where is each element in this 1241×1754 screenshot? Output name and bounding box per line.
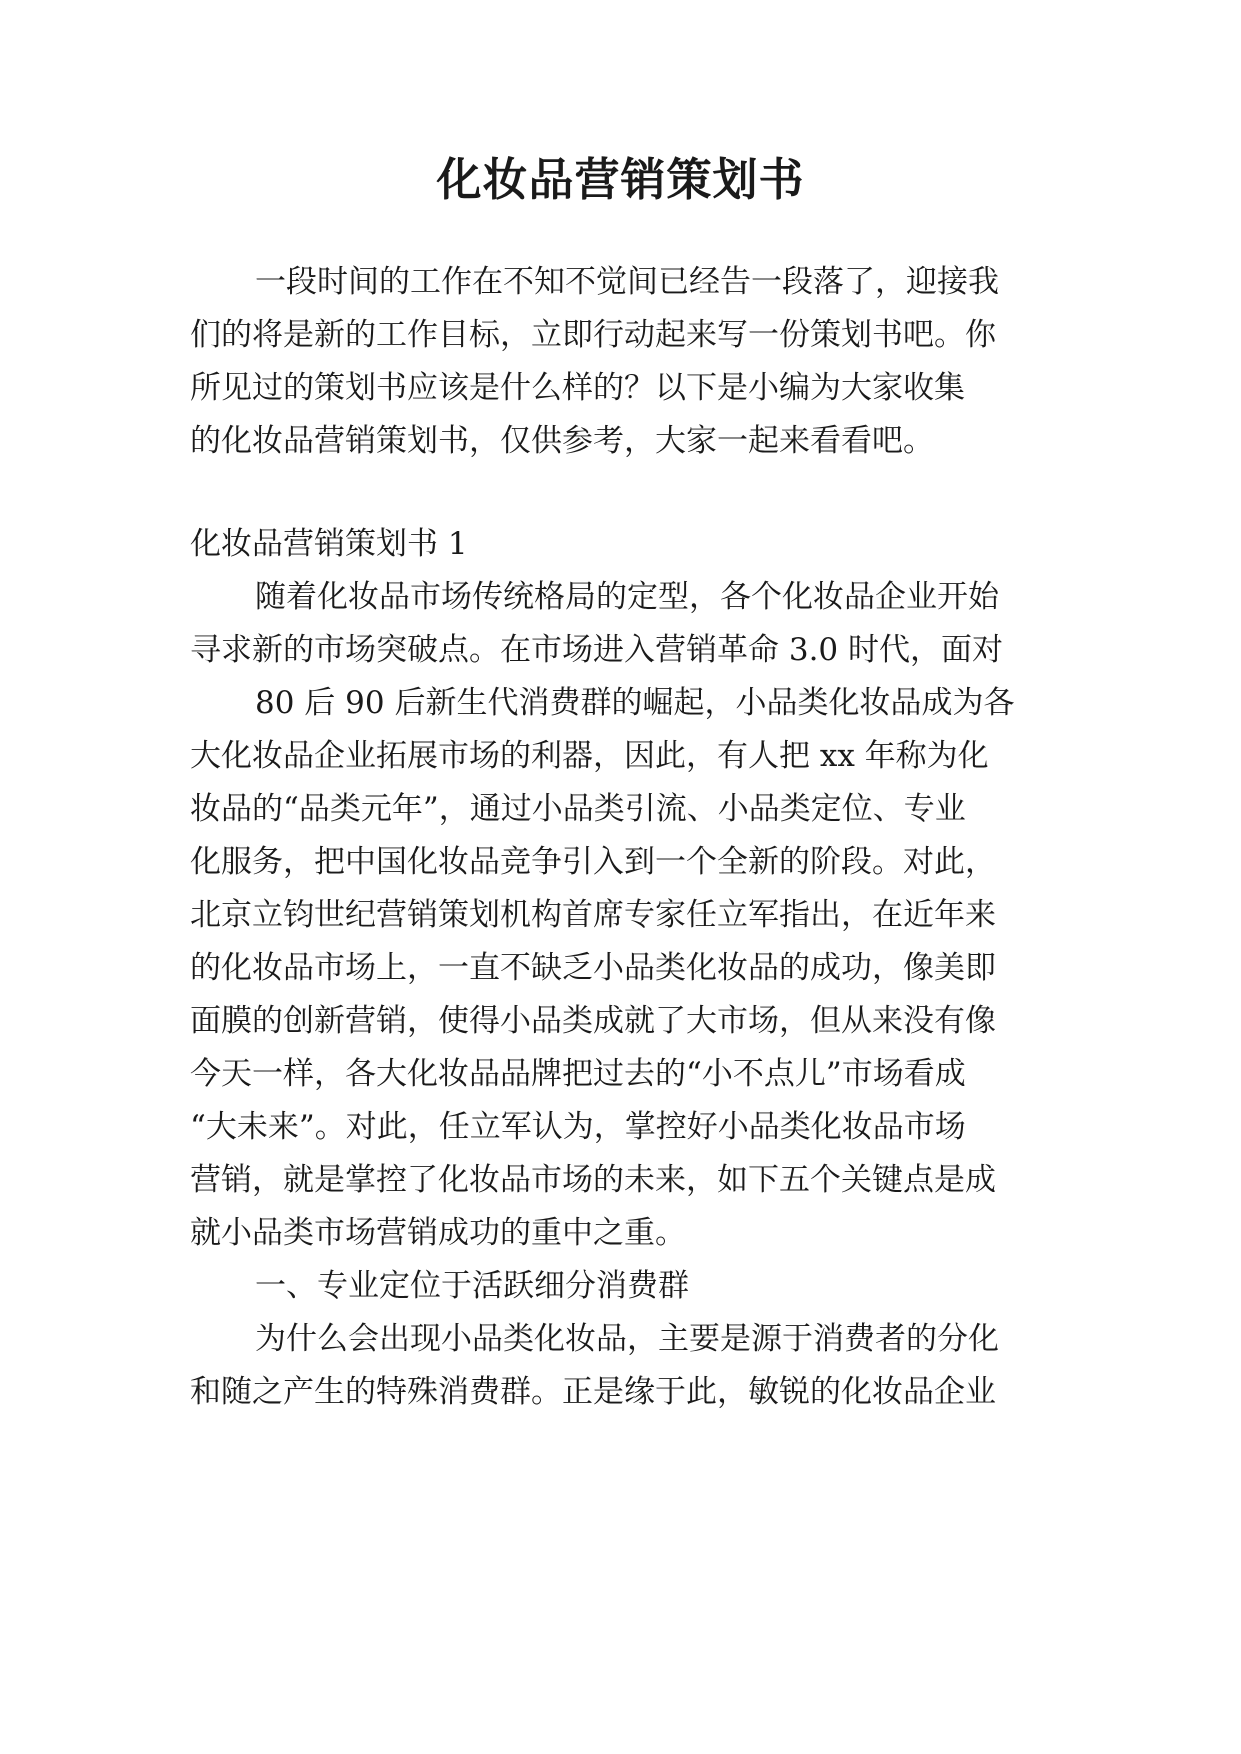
body-line: 北京立钧世纪营销策划机构首席专家任立军指出，在近年来 [190,897,996,933]
body-line: 寻求新的市场突破点。在市场进入营销革命 3.0 时代，面对 [190,632,1004,668]
body-line: 的化妆品市场上，一直不缺乏小品类化妆品的成功，像美即 [190,950,996,986]
body-line: 化服务，把中国化妆品竞争引入到一个全新的阶段。对此， [190,844,996,880]
body-line: 和随之产生的特殊消费群。正是缘于此，敏锐的化妆品企业 [190,1374,996,1410]
body-line: 随着化妆品市场传统格局的定型，各个化妆品企业开始 [255,579,999,615]
document-title: 化妆品营销策划书 [436,153,805,206]
body-line: 大化妆品企业拓展市场的利器，因此，有人把 xx 年称为化 [190,738,989,774]
intro-line-2: 们的将是新的工作目标，立即行动起来写一份策划书吧。你 [190,317,996,353]
intro-line-4: 的化妆品营销策划书，仅供参考，大家一起来看看吧。 [190,423,934,459]
body-line: 为什么会出现小品类化妆品，主要是源于消费者的分化 [255,1321,999,1357]
body-line: “大未来”。对此，任立军认为，掌控好小品类化妆品市场 [190,1109,966,1145]
body-line: 妆品的“品类元年”，通过小品类引流、小品类定位、专业 [190,791,966,827]
body-line: 80 后 90 后新生代消费群的崛起，小品类化妆品成为各 [255,685,1015,721]
body-line: 面膜的创新营销，使得小品类成就了大市场，但从来没有像 [190,1003,996,1039]
body-line: 就小品类市场营销成功的重中之重。 [190,1215,686,1251]
intro-line-3: 所见过的策划书应该是什么样的？以下是小编为大家收集 [190,370,965,406]
subheading: 一、专业定位于活跃细分消费群 [255,1268,689,1304]
section-heading: 化妆品营销策划书 1 [190,526,468,562]
body-line: 今天一样，各大化妆品品牌把过去的“小不点儿”市场看成 [190,1056,966,1092]
body-line: 营销，就是掌控了化妆品市场的未来，如下五个关键点是成 [190,1162,996,1198]
intro-line-1: 一段时间的工作在不知不觉间已经告一段落了，迎接我 [255,264,999,300]
